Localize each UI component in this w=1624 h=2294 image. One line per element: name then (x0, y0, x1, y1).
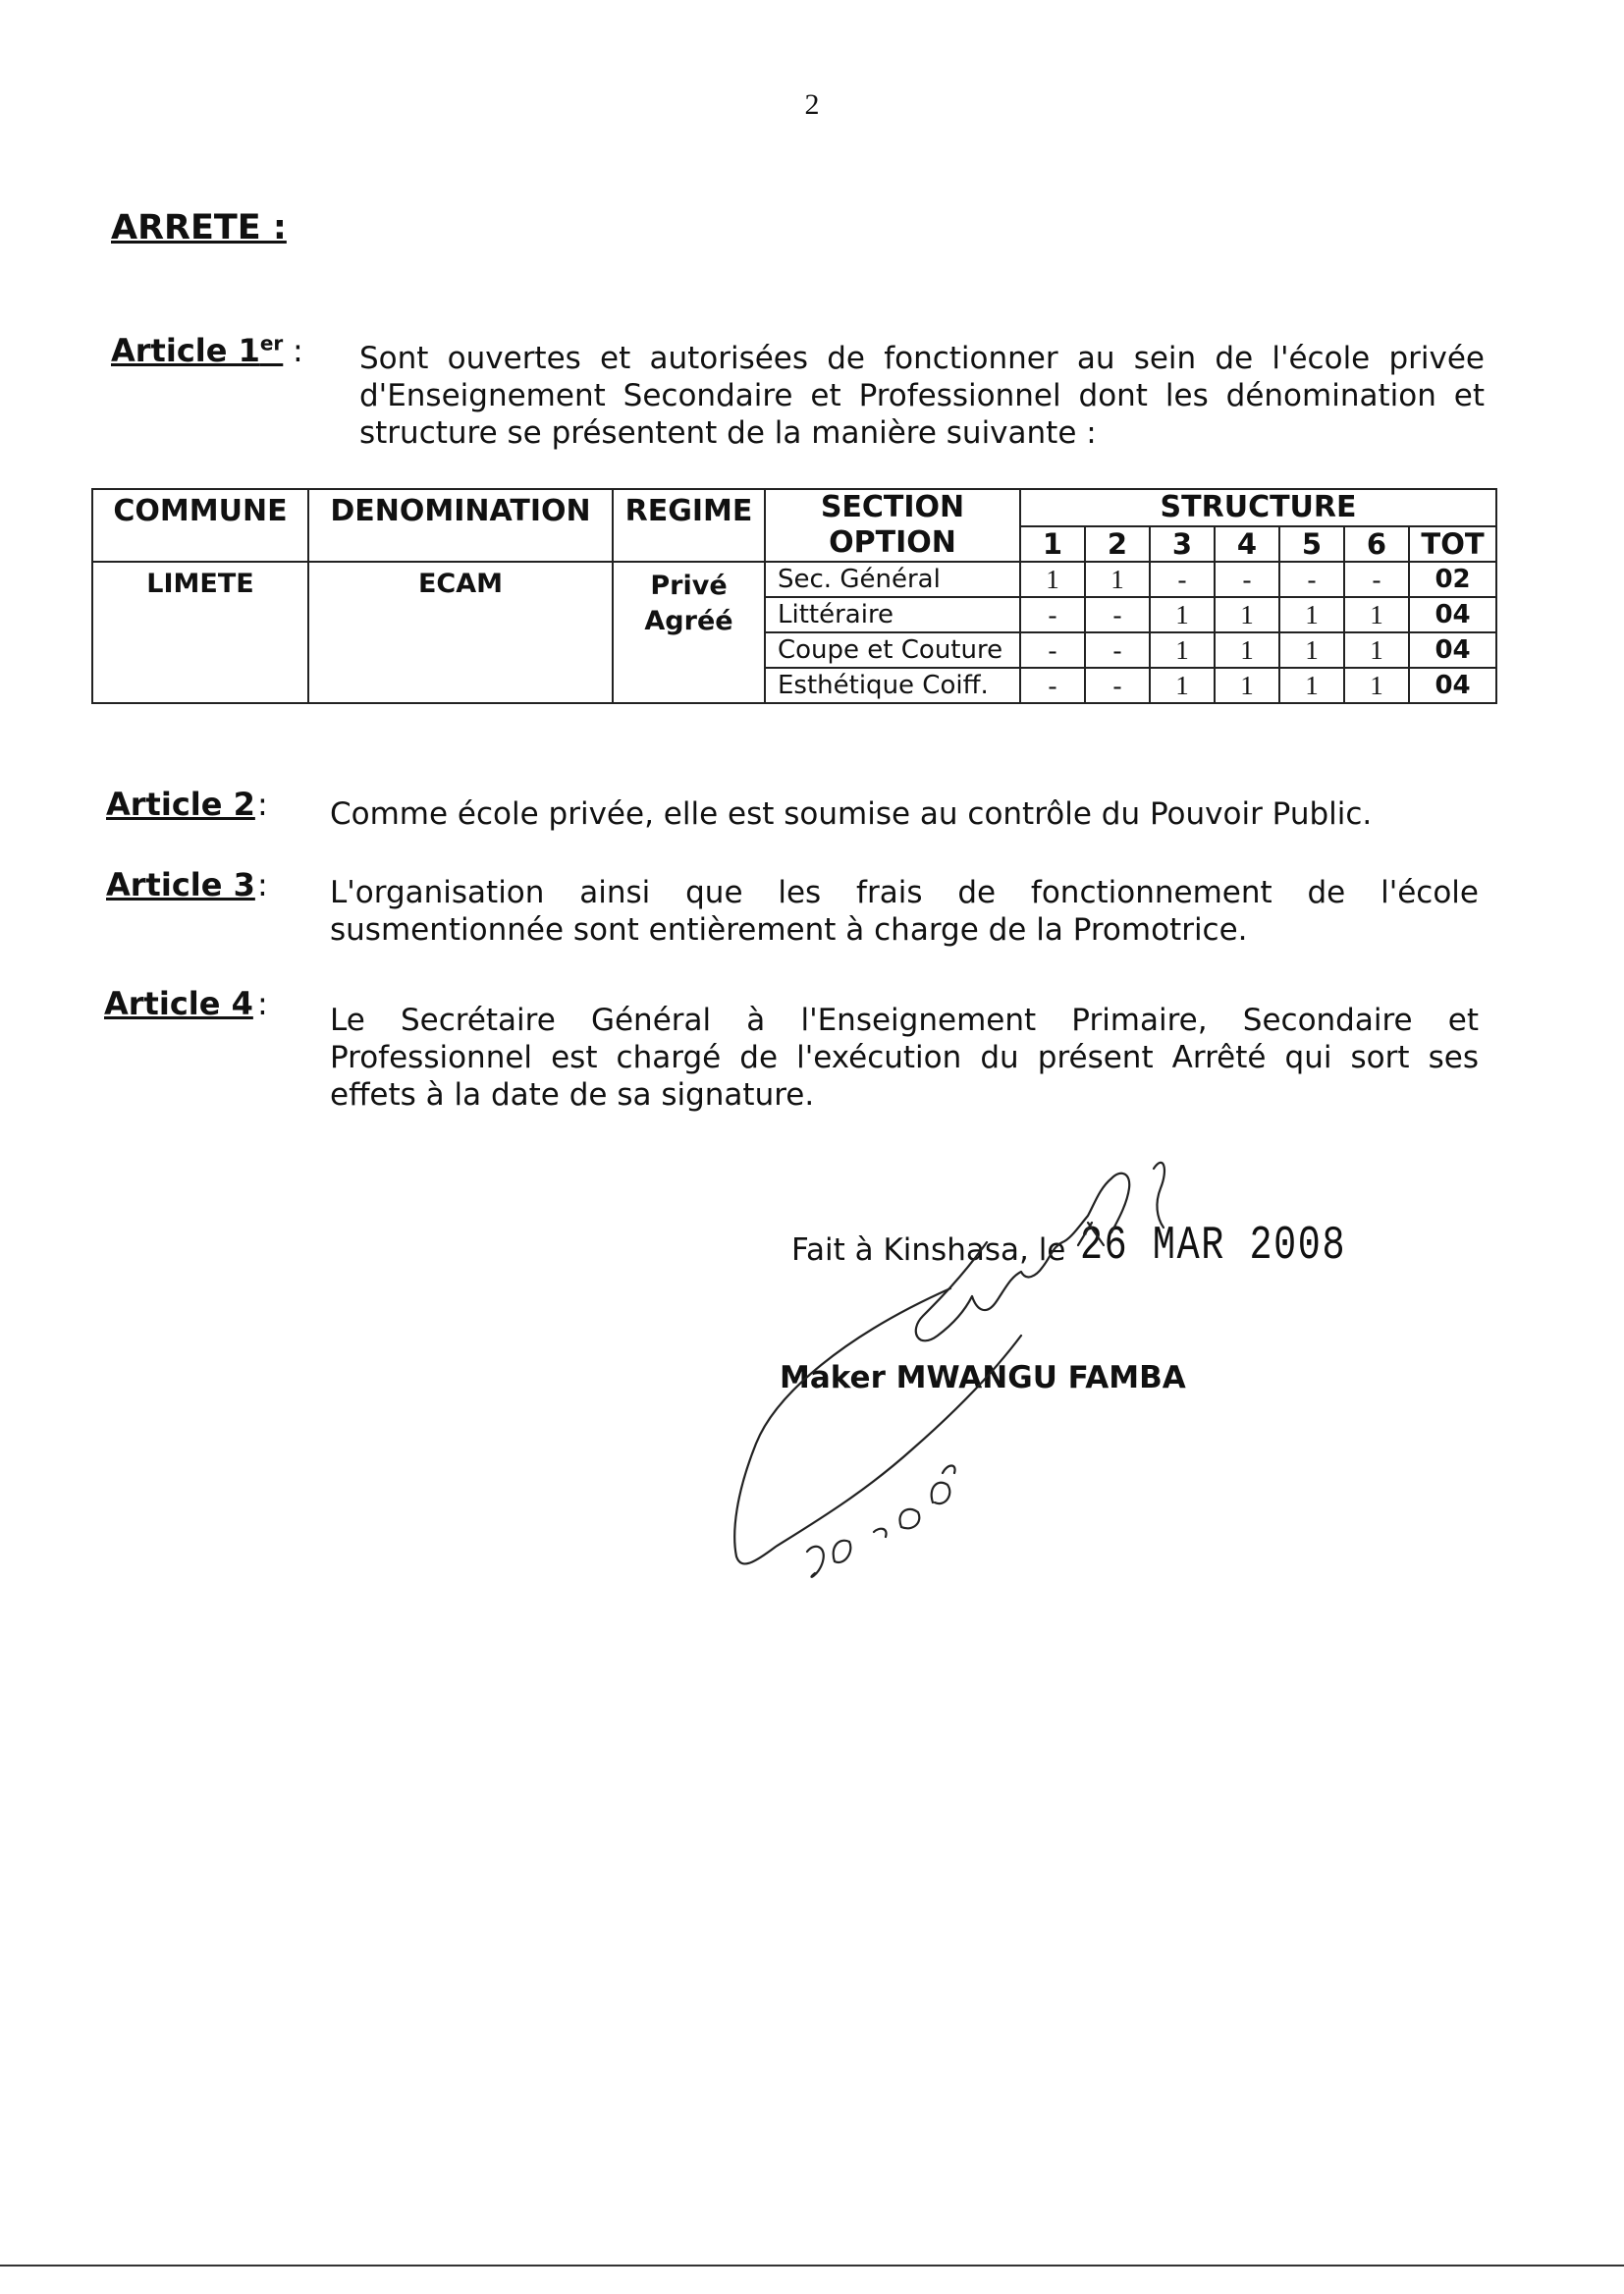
article-2-colon: : (257, 786, 268, 823)
article-2-text: Comme école privée, elle est soumise au contrôle du Pouvoir Public. (330, 796, 1373, 832)
header-class-5: 5 (1279, 526, 1344, 563)
header-denomination: DENOMINATION (308, 489, 613, 562)
signer-name: Maker MWANGU FAMBA (780, 1360, 1186, 1395)
header-commune: COMMUNE (92, 489, 308, 562)
header-class-4: 4 (1215, 526, 1279, 563)
header-class-3: 3 (1150, 526, 1215, 563)
header-tot: TOT (1409, 526, 1496, 563)
cell-total: 04 (1409, 597, 1496, 632)
cell-total: 02 (1409, 562, 1496, 597)
cell-value: 1 (1279, 668, 1344, 703)
cell-section: Littéraire (765, 597, 1020, 632)
cell-total: 04 (1409, 668, 1496, 703)
cell-value: 1 (1344, 632, 1409, 668)
bottom-rule (0, 2265, 1624, 2267)
cell-value: - (1085, 668, 1150, 703)
cell-value: - (1150, 562, 1215, 597)
cell-regime (613, 562, 765, 703)
cell-value: 1 (1150, 668, 1215, 703)
cell-value: 1 (1279, 597, 1344, 632)
cell-value: 1 (1344, 668, 1409, 703)
article-1-colon: : (293, 332, 303, 369)
cell-value: 1 (1215, 668, 1279, 703)
article-3-text: L'organisation ainsi que les frais de fonctionnement de l'école susmentionnée sont entièrement à charge de la Promotrice. (330, 875, 1479, 948)
date-stamp: 26 MAR 2008 (1080, 1220, 1347, 1273)
cell-section: Esthétique Coiff. (765, 668, 1020, 703)
cell-value: - (1215, 562, 1279, 597)
cell-commune: LIMETE (92, 562, 308, 703)
header-class-2: 2 (1085, 526, 1150, 563)
cell-value: 1 (1344, 597, 1409, 632)
cell-section: Coupe et Couture (765, 632, 1020, 668)
header-section: SECTION (820, 490, 965, 524)
cell-denomination: ECAM (308, 562, 613, 703)
cell-value: 1 (1150, 597, 1215, 632)
header-structure: STRUCTURE (1020, 489, 1496, 526)
article-4-label: Article 4 (104, 985, 253, 1022)
cell-value: - (1279, 562, 1344, 597)
header-class-6: 6 (1344, 526, 1409, 563)
cell-value: - (1085, 597, 1150, 632)
cell-value: 1 (1150, 632, 1215, 668)
cell-value: - (1020, 597, 1085, 632)
article-3-colon: : (257, 866, 268, 903)
cell-section: Sec. Général (765, 562, 1020, 597)
header-regime: REGIME (613, 489, 765, 562)
page-number: 2 (804, 88, 820, 121)
article-1-text: Sont ouvertes et autorisées de fonctionner au sein de l'école privée d'Enseignement Secondaire et Professionnel dont les dénomination et structure se présentent de la manière suivante : (359, 341, 1485, 451)
article-2-label: Article 2 (106, 786, 255, 823)
document-heading: ARRETE : (111, 208, 287, 247)
header-class-1: 1 (1020, 526, 1085, 563)
article-1-label: Article 1er (111, 331, 284, 369)
cell-value: 1 (1020, 562, 1085, 597)
cell-total: 04 (1409, 632, 1496, 668)
cell-value: 1 (1085, 562, 1150, 597)
cell-value: - (1344, 562, 1409, 597)
cell-value: 1 (1279, 632, 1344, 668)
cell-value: - (1085, 632, 1150, 668)
regime-line-1: Privé (650, 571, 728, 601)
cell-value: - (1020, 668, 1085, 703)
regime-line-2: Agréé (644, 606, 733, 636)
place-line: Fait à Kinshasa, le (791, 1232, 1066, 1268)
cell-value: 1 (1215, 632, 1279, 668)
article-4-colon: : (257, 985, 268, 1022)
header-section-option (765, 489, 1020, 562)
structure-table (91, 488, 1497, 704)
cell-value: - (1020, 632, 1085, 668)
header-option: OPTION (829, 525, 956, 560)
article-4-text: Le Secrétaire Général à l'Enseignement Primaire, Secondaire et Professionnel est chargé de l'exécution du présent Arrêté qui sort ses effets à la date de sa signature. (330, 1003, 1479, 1113)
cell-value: 1 (1215, 597, 1279, 632)
article-3-label: Article 3 (106, 866, 255, 903)
